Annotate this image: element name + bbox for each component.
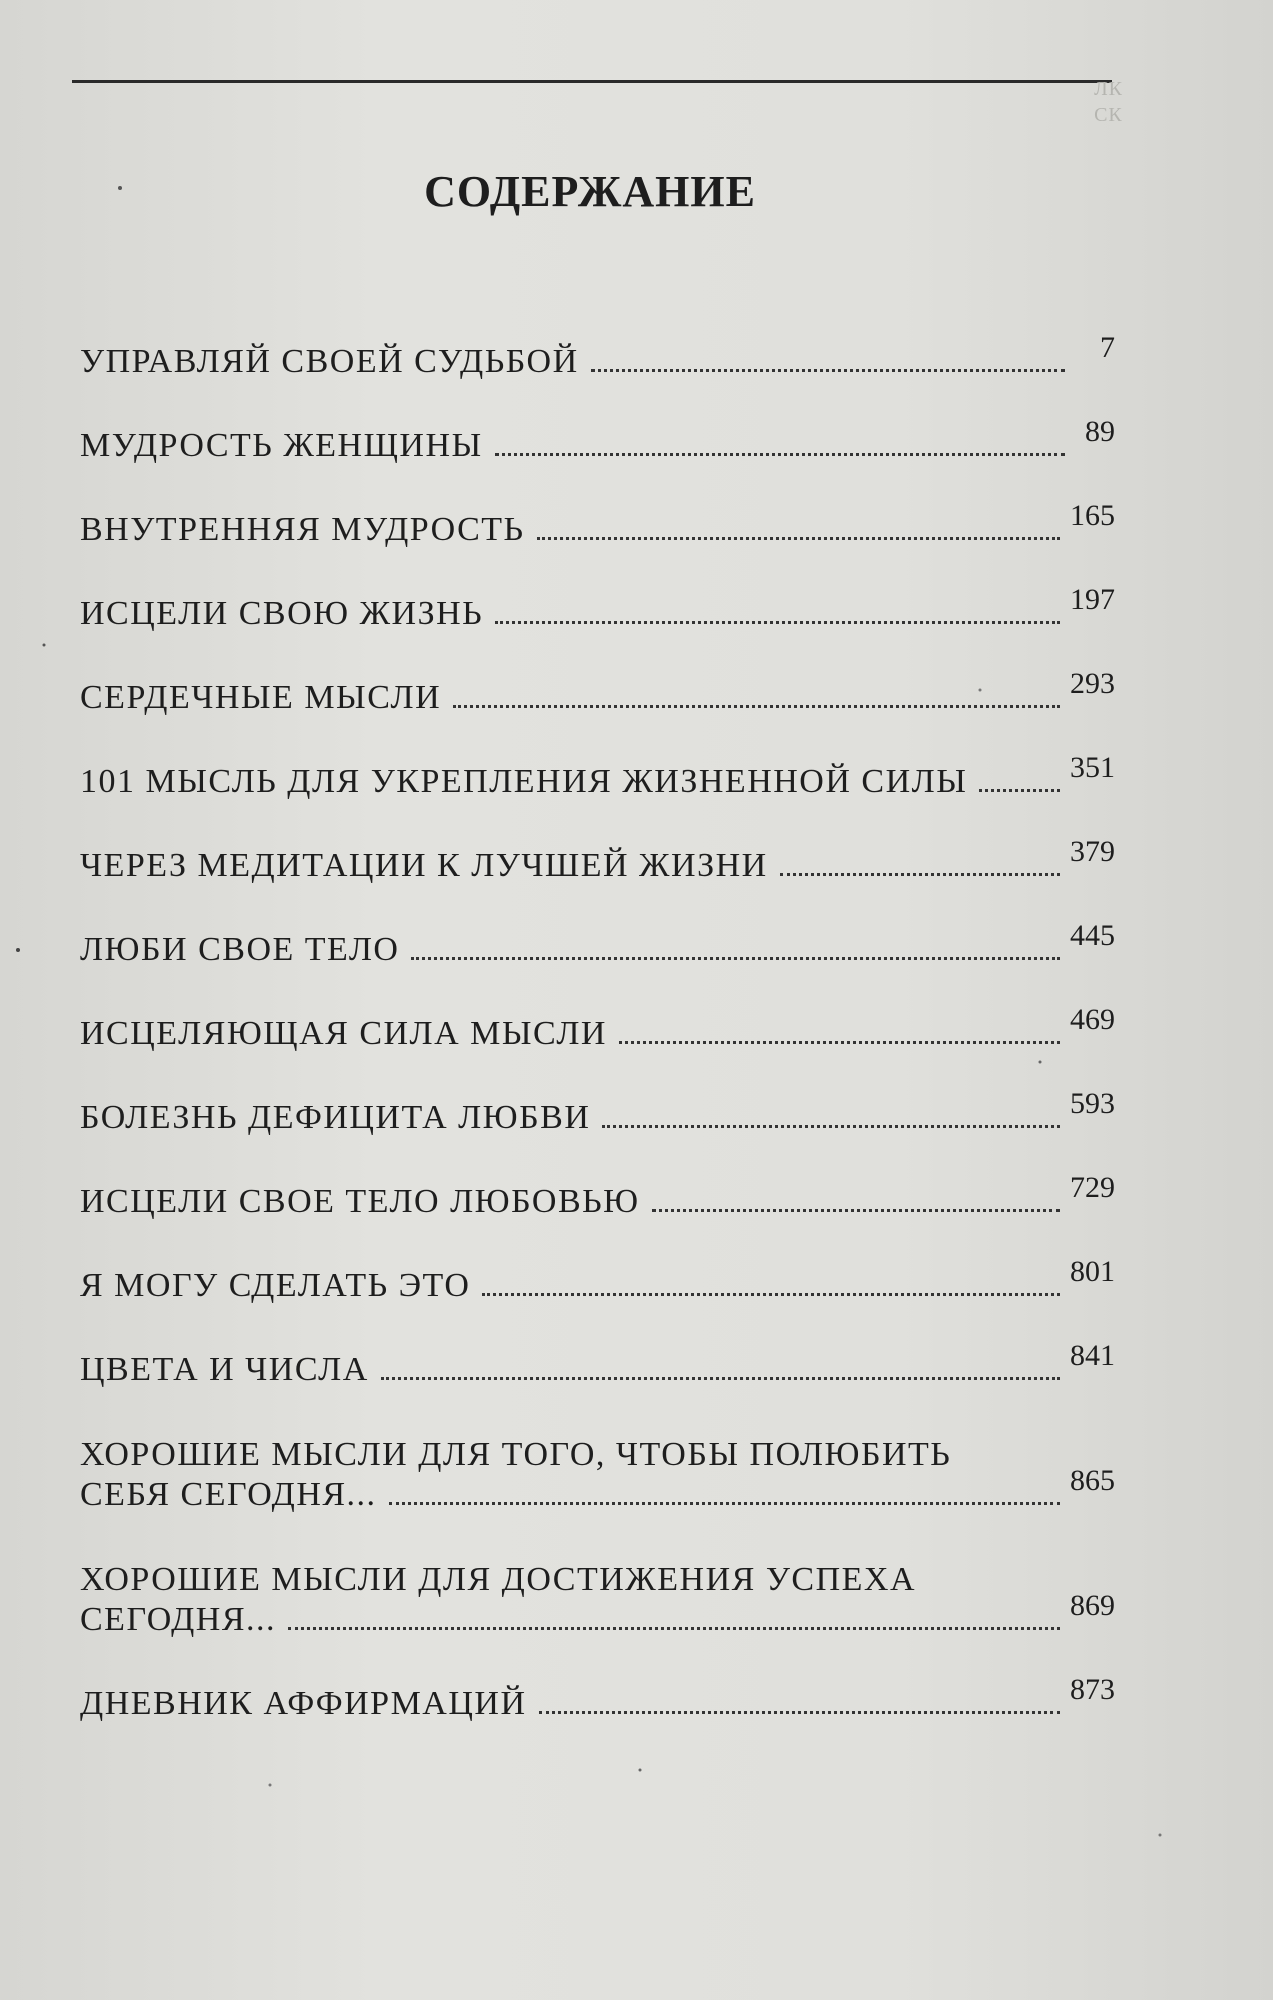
toc-entry-title: СЕРДЕЧНЫЕ МЫСЛИ (80, 679, 442, 716)
paper-speck (118, 186, 122, 190)
paper-speck (979, 689, 982, 692)
show-through-mark: ЛК (1094, 78, 1123, 100)
page-title: СОДЕРЖАНИЕ (424, 167, 756, 216)
paper-speck (269, 1784, 272, 1787)
paper-speck (1159, 1834, 1162, 1837)
paper-speck (1039, 1061, 1042, 1064)
toc-page-number: 89 (1085, 415, 1115, 448)
toc-entry-title: ЦВЕТА И ЧИСЛА (80, 1351, 369, 1388)
show-through-mark: СК (1094, 104, 1123, 126)
toc-entry-title-line2: СЕБЯ СЕГОДНЯ... (80, 1476, 377, 1513)
toc-page-number: 165 (1070, 499, 1115, 532)
paper-speck (43, 644, 46, 647)
toc-page-number: 801 (1070, 1255, 1115, 1288)
toc-page-number: 729 (1070, 1171, 1115, 1204)
toc-page-number: 197 (1070, 583, 1115, 616)
toc-entry-title: ИСЦЕЛИ СВОЕ ТЕЛО ЛЮБОВЬЮ (80, 1183, 640, 1220)
toc-entry-title: ДНЕВНИК АФФИРМАЦИЙ (80, 1685, 527, 1722)
toc-page-number: 351 (1070, 751, 1115, 784)
toc-page-number: 469 (1070, 1003, 1115, 1036)
toc-entry-title: ВНУТРЕННЯЯ МУДРОСТЬ (80, 511, 525, 548)
toc-page-number: 865 (1070, 1464, 1115, 1497)
toc-entry-title-line1: ХОРОШИЕ МЫСЛИ ДЛЯ ДОСТИЖЕНИЯ УСПЕХА (80, 1561, 916, 1598)
toc-page-number: 293 (1070, 667, 1115, 700)
toc-page-number: 379 (1070, 835, 1115, 868)
toc-entry-title: ЛЮБИ СВОЕ ТЕЛО (80, 931, 400, 968)
toc-page-number: 841 (1070, 1339, 1115, 1372)
toc-entry-title: ИСЦЕЛИ СВОЮ ЖИЗНЬ (80, 595, 484, 632)
toc-entry-title: Я МОГУ СДЕЛАТЬ ЭТО (80, 1267, 471, 1304)
toc-entry-title-line2: СЕГОДНЯ... (80, 1601, 277, 1638)
toc-entry-title-line1: ХОРОШИЕ МЫСЛИ ДЛЯ ТОГО, ЧТОБЫ ПОЛЮБИТЬ (80, 1436, 952, 1473)
toc-page-number: 445 (1070, 919, 1115, 952)
toc-entry-title: ИСЦЕЛЯЮЩАЯ СИЛА МЫСЛИ (80, 1015, 607, 1052)
toc-entry-title: МУДРОСТЬ ЖЕНЩИНЫ (80, 427, 483, 464)
toc-page-number: 593 (1070, 1087, 1115, 1120)
toc-page-number: 873 (1070, 1673, 1115, 1706)
toc-entry-title: 101 МЫСЛЬ ДЛЯ УКРЕПЛЕНИЯ ЖИЗНЕННОЙ СИЛЫ (80, 763, 968, 800)
toc-page-number: 869 (1070, 1589, 1115, 1622)
paper-speck (16, 948, 20, 952)
toc-page-number: 7 (1100, 331, 1115, 364)
toc-entry-title: УПРАВЛЯЙ СВОЕЙ СУДЬБОЙ (80, 343, 579, 380)
toc-entry-title: ЧЕРЕЗ МЕДИТАЦИИ К ЛУЧШЕЙ ЖИЗНИ (80, 847, 768, 884)
toc-entry-title: БОЛЕЗНЬ ДЕФИЦИТА ЛЮБВИ (80, 1099, 591, 1136)
paper-speck (639, 1769, 642, 1772)
